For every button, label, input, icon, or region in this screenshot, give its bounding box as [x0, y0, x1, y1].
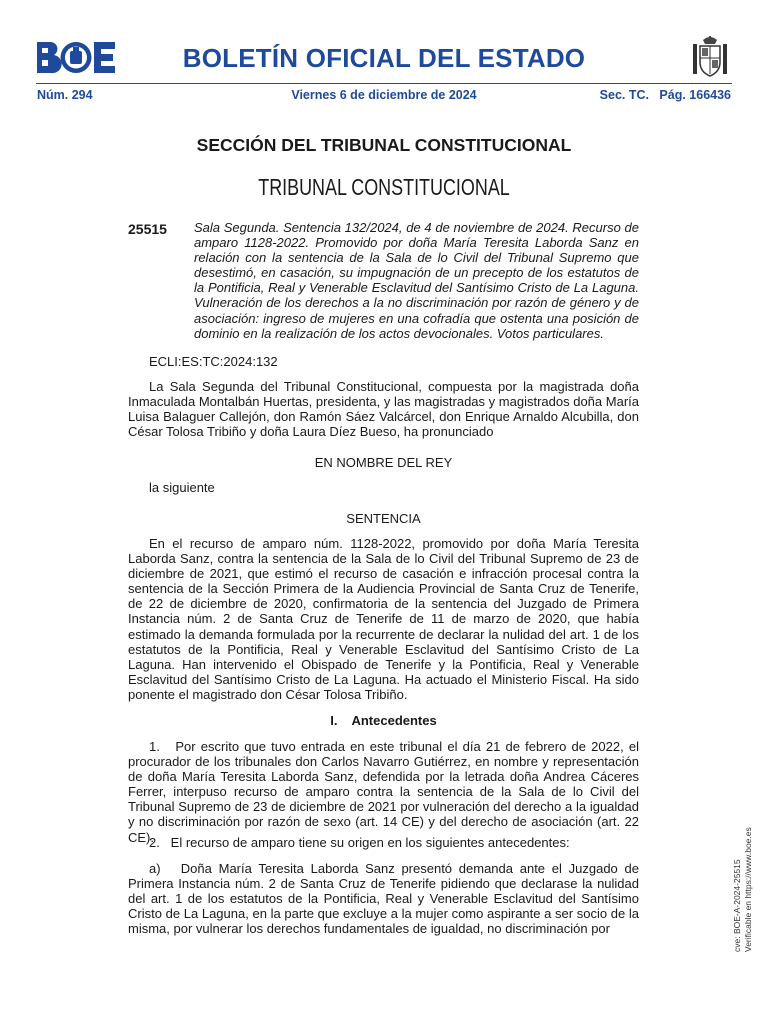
following-text: la siguiente [149, 480, 215, 495]
verification-side-note [728, 822, 758, 952]
antecedentes-heading: I. Antecedentes [330, 713, 437, 728]
organization-title: TRIBUNAL CONSTITUCIONAL [258, 174, 510, 200]
document-number: 25515 [128, 221, 167, 237]
section-title: SECCIÓN DEL TRIBUNAL CONSTITUCIONAL [196, 135, 572, 155]
cve-code: cve: BOE-A-2024-25515 [732, 859, 742, 952]
intro-paragraph: En el recurso de amparo núm. 1128-2022, promovido por doña María Teresita Laborda Sanz, contra la sentencia de la Sala de lo Civil del Tribunal Supremo de 23 de diciembre de 2021, que estimó el recurso de casación e infracción procesal contra la sentencia de la Sección Primera de la Audiencia Provincial de Santa Cruz de Tenerife, de 22 de diciembre de 2020, confirmatoria de la sentencia del Juzgado de Primera Instancia núm. 2 de Santa Cruz de Tenerife de 11 de marzo de 2020, que había estimado la demanda formulada por la recurrente de declarar la nulidad del art. 1 de los estatutos de la Pontificia, Real y Venerable Esclavitud del Santísimo Cristo de La Laguna. Han intervenido el Obispado de Tenerife y la Pontificia, Real y Venerable Esclavitud del Santísimo Cristo de La Laguna. Ha actuado el Ministerio Fiscal. Ha sido ponente el magistrado don César Tolosa Tribiño. [128, 536, 639, 702]
masthead-title: BOLETÍN OFICIAL DEL ESTADO [182, 43, 586, 73]
antecedent-paragraph-2a: a) Doña María Teresita Laborda Sanz presentó demanda ante el Juzgado de Primera Instancia núm. 2 de Santa Cruz de Tenerife pidiendo que declarase la nulidad del art. 1 de los estatutos de la Pontificia, Real y Venerable Esclavitud del Santísimo Cristo de La Laguna, en la parte que excluye a la mujer como aspirante a ser socio de la misma, por vulnerar los derechos fundamentales de igualdad, no discriminación por [128, 861, 643, 937]
antecedent-paragraph-2: 2. El recurso de amparo tiene su origen en los siguientes antecedentes: [149, 835, 570, 850]
header-rule [36, 83, 732, 84]
boe-logo [36, 41, 116, 74]
verification-url[interactable]: Verificable en https://www.boe.es [743, 827, 753, 952]
coat-of-arms-icon [690, 36, 730, 80]
page-reference: Sec. TC. Pág. 166436 [599, 88, 731, 102]
sentence-heading: SENTENCIA [346, 511, 421, 526]
issue-date: Viernes 6 de diciembre de 2024 [291, 88, 477, 102]
document-summary: Sala Segunda. Sentencia 132/2024, de 4 de noviembre de 2024. Recurso de amparo 1128-2022. Promovido por doña María Teresita Laborda Sanz en relación con la sentencia de la Sala de lo Civil del Tribunal Supremo que desestimó, en casación, su impugnación de un precepto de los estatutos de la Pontificia, Real y Venerable Esclavitud del Santísimo Cristo de La Laguna. Vulneración de los derechos a la no discriminación por razón de género y de asociación: ingreso de mujeres en una cofradía que ostenta una posición de dominio en la realización de los actos devocionales. Votos particulares. [194, 220, 639, 341]
antecedent-paragraph-1: 1. Por escrito que tuvo entrada en este tribunal el día 21 de febrero de 2022, el procurador de los tribunales don Carlos Navarro Gutiérrez, en nombre y representación de doña María Teresita Laborda Sanz, defendida por la letrada doña Andrea Cáceres Ferrer, interpuso recurso de amparo contra la sentencia de la Sala de lo Civil del Tribunal Supremo de 23 de diciembre de 2021 por vulneración del derecho a la igualdad y no discriminación por razón de sexo (art. 14 CE) y del derecho de asociación (art. 22 CE). [128, 739, 643, 845]
ecli-identifier: ECLI:ES:TC:2024:132 [149, 354, 278, 369]
composition-paragraph: La Sala Segunda del Tribunal Constitucional, compuesta por la magistrada doña Inmaculada Montalbán Huertas, presidenta, y las magistradas y magistrados doña María Luisa Balaguer Callejón, don Ramón Sáez Valcárcel, don Enrique Arnaldo Alcubilla, don César Tolosa Tribiño y doña Laura Díez Bueso, ha pronunciado [128, 379, 639, 440]
issue-number: Núm. 294 [37, 88, 93, 102]
in-name-heading: EN NOMBRE DEL REY [314, 455, 453, 470]
